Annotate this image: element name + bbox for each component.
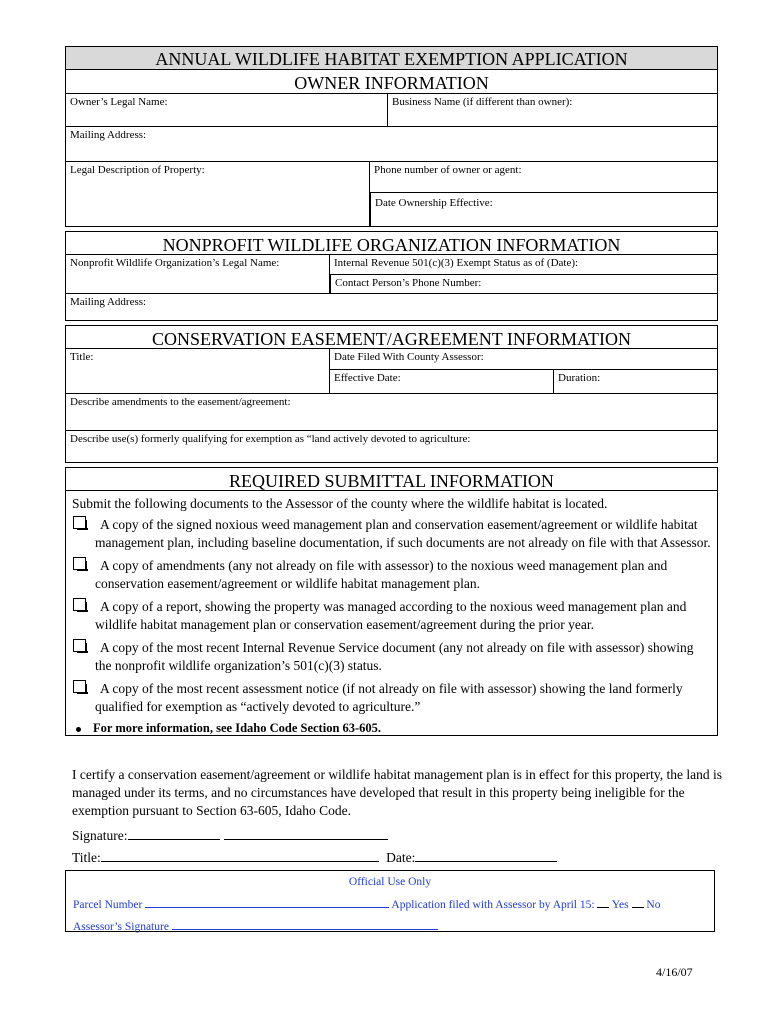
submittal-section-heading: REQUIRED SUBMITTAL INFORMATION (65, 467, 718, 491)
checkbox-icon[interactable] (73, 557, 86, 570)
checkbox-icon[interactable] (73, 598, 86, 611)
owner-section-heading: OWNER INFORMATION (65, 70, 718, 94)
amendments-row (65, 394, 718, 431)
effective-date-field[interactable]: Effective Date: (334, 372, 401, 384)
date-ownership-field[interactable]: Date Ownership Effective: (370, 193, 717, 226)
legal-description-field[interactable]: Legal Description of Property: (70, 164, 205, 176)
submittal-box (65, 491, 718, 736)
owner-phone-field[interactable]: Phone number of owner or agent: (370, 162, 717, 193)
submittal-item-text: A copy of the most recent Internal Revenue Service document (any not already on file with assessor) showing the nonprofit wildlife organization’s 501(c)(3) status. (95, 640, 694, 673)
more-info-text: For more information, see Idaho Code Section 63-605. (93, 721, 382, 735)
owner-name-row (65, 94, 718, 127)
owner-mailing-address-field[interactable]: Mailing Address: (70, 129, 147, 141)
signature-blank-2[interactable] (224, 826, 388, 840)
owner-contact-cells (369, 162, 717, 226)
checkbox-icon[interactable] (73, 516, 86, 529)
submittal-item-text: A copy of a report, showing the property was managed according to the noxious weed management plan and wildlife habitat management plan or conservation easement/agreement during the prior year. (95, 599, 687, 632)
more-info-line (72, 719, 711, 735)
official-use-heading: Official Use Only (348, 876, 432, 888)
owner-property-row (65, 162, 718, 227)
bullet-icon (76, 727, 81, 732)
signature-line (72, 826, 388, 844)
nonprofit-mailing-row (65, 294, 718, 321)
title-date-line (72, 848, 557, 866)
nonprofit-legal-name-field[interactable]: Nonprofit Wildlife Organization’s Legal Name: (70, 257, 280, 269)
submittal-item (72, 680, 711, 716)
effective-duration-cells (330, 370, 717, 393)
assessor-signature-blank[interactable] (172, 916, 438, 930)
owner-mailing-row (65, 127, 718, 162)
submittal-item (72, 516, 711, 552)
easement-title-row (65, 349, 718, 394)
no-blank[interactable] (632, 894, 644, 908)
nonprofit-name-row (65, 255, 718, 294)
submittal-item-text: A copy of amendments (any not already on file with assessor) to the noxious weed management plan and conservation easement/agreement or wildlife habitat management plan. (95, 558, 668, 591)
yes-option: Yes (611, 899, 629, 911)
business-name-field[interactable]: Business Name (if different than owner): (387, 94, 717, 126)
checkbox-icon[interactable] (73, 680, 86, 693)
former-use-row (65, 431, 718, 463)
form-title: ANNUAL WILDLIFE HABITAT EXEMPTION APPLICATION (65, 46, 718, 70)
easement-date-cells (329, 349, 717, 393)
checkbox-icon[interactable] (73, 639, 86, 652)
submittal-item (72, 598, 711, 634)
yes-blank[interactable] (597, 894, 609, 908)
contact-phone-field[interactable]: Contact Person’s Phone Number: (330, 275, 717, 293)
assessor-signature-label: Assessor’s Signature (73, 921, 169, 933)
certification-text: I certify a conservation easement/agreement or wildlife habitat management plan is in effect for this property, the land is managed under its terms, and no circumstances have developed that result in this property being ineligible for the exemption pursuant to Section 63-605, Idaho Code. (72, 767, 723, 818)
submittal-item-text: A copy of the signed noxious weed management plan and conservation easement/agreement or wildlife habitat management plan, including baseline documentation, if such documents are not already on file with that Assessor. (95, 517, 711, 550)
title-blank[interactable] (101, 848, 379, 862)
submittal-intro: Submit the following documents to the Assessor of the county where the wildlife habitat is located. (72, 496, 608, 511)
revision-date: 4/16/07 (656, 965, 693, 979)
parcel-number-blank[interactable] (145, 894, 389, 908)
signature-blank[interactable] (128, 826, 220, 840)
amendments-field[interactable]: Describe amendments to the easement/agreement: (70, 396, 291, 408)
former-use-field[interactable]: Describe use(s) formerly qualifying for exemption as “land actively devoted to agriculture: (70, 433, 471, 445)
easement-title-field[interactable]: Title: (70, 351, 94, 363)
nonprofit-mailing-address-field[interactable]: Mailing Address: (70, 296, 147, 308)
parcel-line (73, 894, 660, 911)
assessor-signature-line (73, 916, 438, 933)
submittal-item (72, 639, 711, 675)
nonprofit-section-heading: NONPROFIT WILDLIFE ORGANIZATION INFORMATION (65, 231, 718, 255)
official-use-box (65, 870, 715, 932)
submittal-item (72, 557, 711, 593)
owner-legal-name-field[interactable]: Owner’s Legal Name: (70, 96, 168, 108)
parcel-number-label: Parcel Number (73, 899, 143, 911)
date-blank[interactable] (415, 848, 557, 862)
easement-section-heading: CONSERVATION EASEMENT/AGREEMENT INFORMATION (65, 325, 718, 349)
date-label: Date: (386, 850, 416, 865)
nonprofit-status-cells (329, 255, 717, 293)
signature-label: Signature: (72, 828, 128, 843)
no-option: No (646, 899, 661, 911)
duration-field[interactable]: Duration: (553, 370, 717, 393)
title-label: Title: (72, 850, 101, 865)
submittal-item-text: A copy of the most recent assessment notice (if not already on file with assessor) showing the land formerly qualified for exemption as “actively devoted to agriculture.” (95, 681, 683, 714)
irs-status-field[interactable]: Internal Revenue 501(c)(3) Exempt Status as of (Date): (330, 255, 717, 275)
application-form (65, 46, 718, 736)
application-filed-label: Application filed with Assessor by April 15: (391, 899, 595, 911)
date-filed-field[interactable]: Date Filed With County Assessor: (330, 349, 717, 370)
